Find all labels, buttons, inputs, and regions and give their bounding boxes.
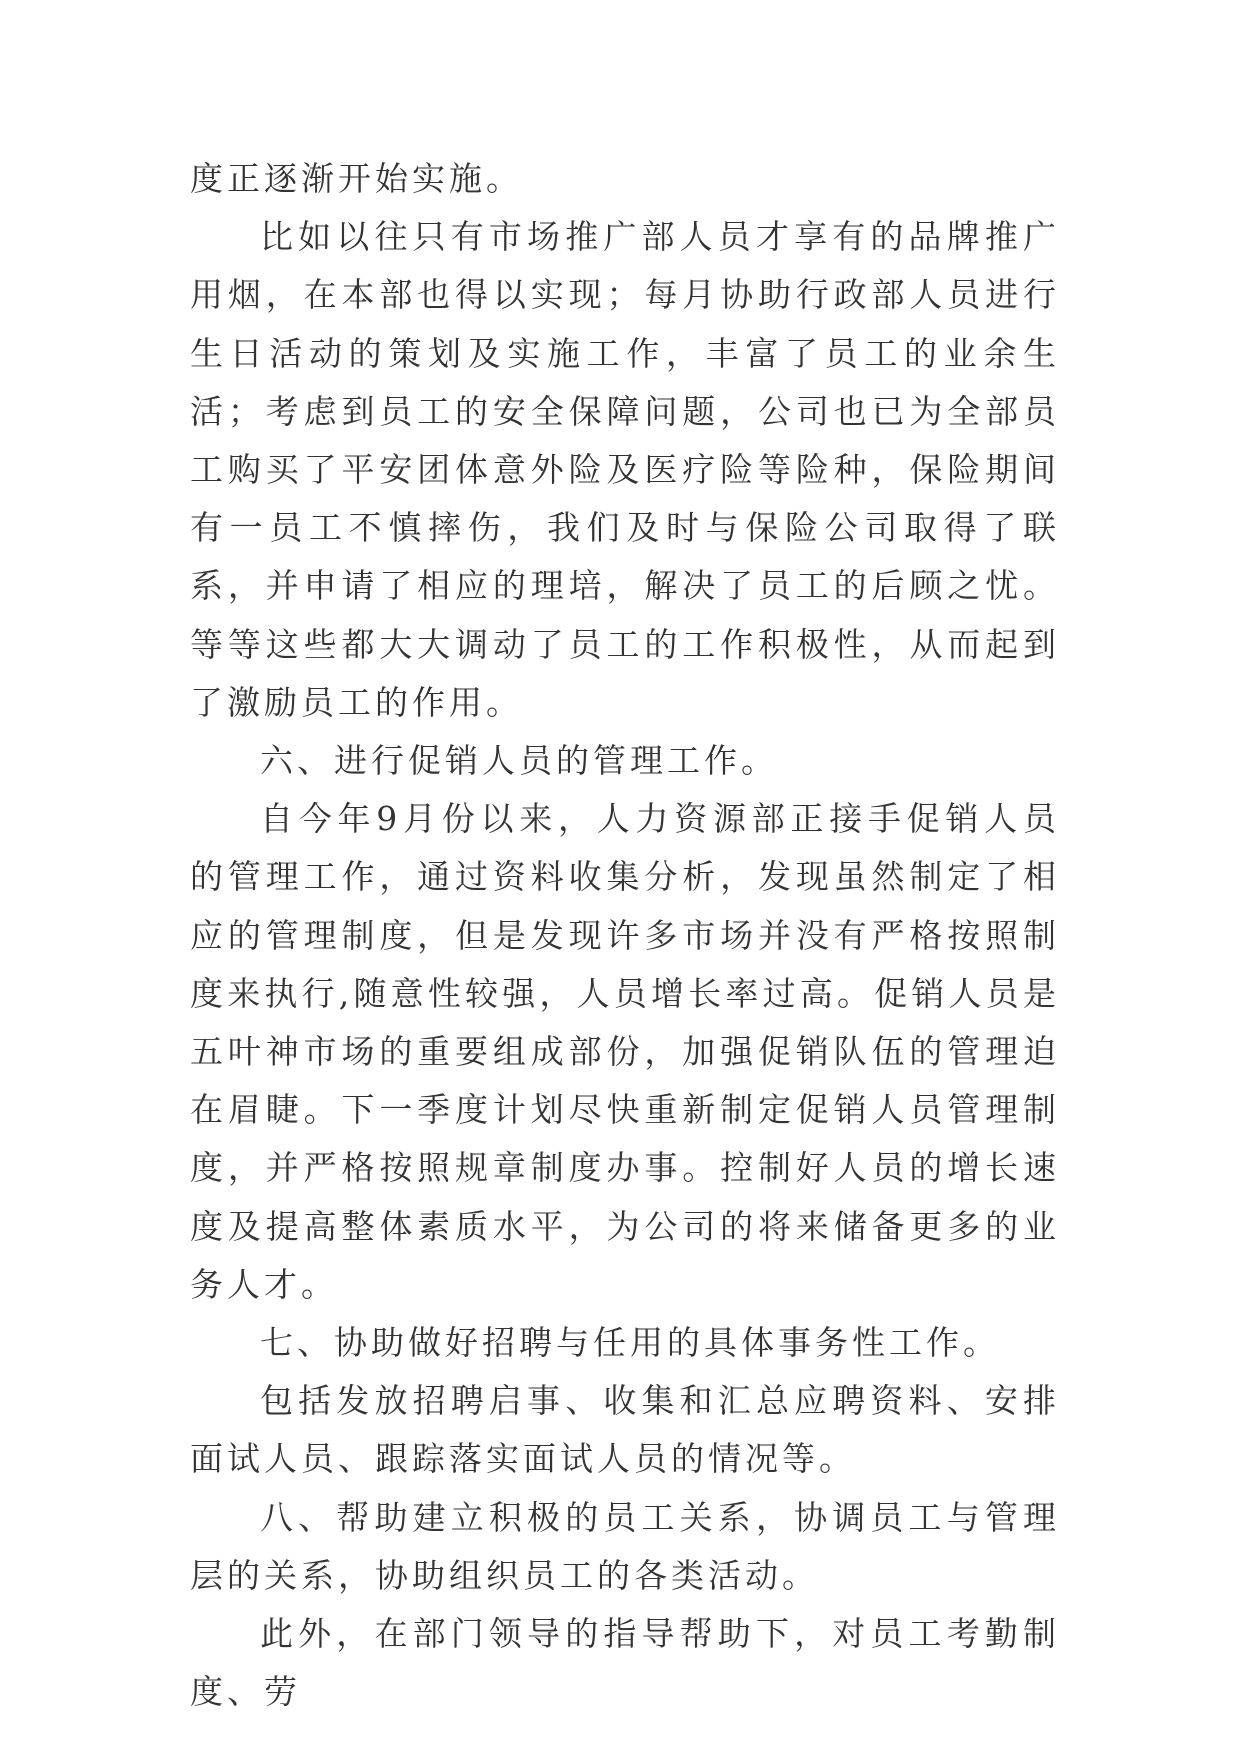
paragraph-recruitment-tasks: 包括发放招聘启事、收集和汇总应聘资料、安排面试人员、跟踪落实面试人员的情况等。 <box>190 1381 1060 1479</box>
paragraph-benefits-examples: 比如以往只有市场推广部人员才享有的品牌推广用烟，在本部也得以实现；每月协助行政部人员进行生日活动的策划及实施工作，丰富了员工的业余生活；考虑到员工的安全保障问题，公司也已为全部员工购买了平安团体意外险及医疗险等险种，保险期间有一员工不慎摔伤，我们及时与保险公司取得了联系，并申请了相应的理培，解决了员工的后顾之忧。等等这些都大大调动了员工的工作积极性，从而起到了激励员工的作用。 <box>190 217 1060 722</box>
section-heading-6: 六、进行促销人员的管理工作。 <box>260 741 778 781</box>
paragraph-promoter-management: 自今年9月份以来，人力资源部正接手促销人员的管理工作，通过资料收集分析，发现虽然制定了相应的管理制度，但是发现许多市场并没有严格按照制度来执行,随意性较强，人员增长率过高。促销人员是五叶神市场的重要组成部份，加强促销队伍的管理迫在眉睫。下一季度计划尽快重新制定促销人员管理制度，并严格按照规章制度办事。控制好人员的增长速度及提高整体素质水平，为公司的将来储备更多的业务人才。 <box>190 799 1060 1304</box>
paragraph-continuation: 度正逐渐开始实施。 <box>190 159 523 198</box>
paragraph-additional: 此外，在部门领导的指导帮助下，对员工考勤制度、劳 <box>190 1614 1060 1712</box>
section-heading-8: 八、帮助建立积极的员工关系，协调员工与管理层的关系，协助组织员工的各类活动。 <box>190 1497 1060 1595</box>
section-heading-7: 七、协助做好招聘与任用的具体事务性工作。 <box>260 1323 1000 1363</box>
document-body <box>190 150 1060 1721</box>
